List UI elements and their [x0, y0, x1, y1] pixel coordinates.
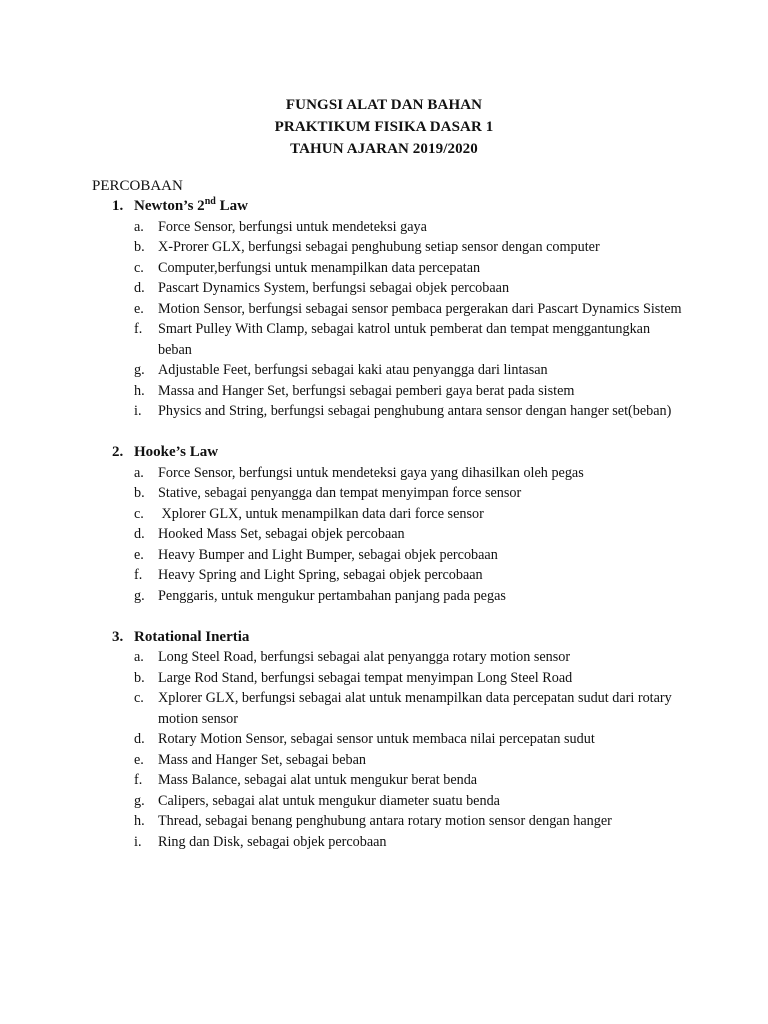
- item-text: Mass Balance, sebagai alat untuk mengukur berat benda: [158, 772, 478, 788]
- item-letter: c.: [134, 690, 144, 706]
- item-letter: a.: [134, 218, 144, 235]
- list-item: [92, 299, 682, 320]
- item-text: Rotary Motion Sensor, sebagai sensor untuk membaca nilai percepatan sudut: [158, 731, 595, 747]
- item-letter: f.: [134, 321, 143, 337]
- item-letter: i.: [134, 403, 142, 419]
- item-text: Force Sensor, berfungsi untuk mendeteksi gaya yang dihasilkan oleh pegas: [158, 464, 584, 481]
- item-letter: d.: [134, 526, 145, 542]
- item-text: Pascart Dynamics System, berfungsi sebagai objek percobaan: [158, 280, 510, 296]
- item-text: Penggaris, untuk mengukur pertambahan panjang pada pegas: [158, 587, 506, 604]
- item-letter: b.: [134, 239, 145, 255]
- item-text: X-Prorer GLX, berfungsi sebagai penghubung setiap sensor dengan computer: [158, 239, 600, 255]
- item-letter: f.: [134, 772, 143, 788]
- item-text: Calipers, sebagai alat untuk mengukur diameter suatu benda: [158, 792, 500, 809]
- list-item: [92, 278, 682, 299]
- item-letter: e.: [134, 751, 144, 768]
- item-letter: c.: [134, 505, 144, 522]
- item-text: Physics and String, berfungsi sebagai penghubung antara sensor dengan hanger set(beban): [158, 403, 672, 419]
- list-item: [92, 258, 682, 279]
- list-item: [92, 524, 682, 545]
- title-line-1: FUNGSI ALAT DAN BAHAN: [285, 97, 483, 113]
- section-spacer: [92, 606, 682, 627]
- list-item: [92, 565, 682, 586]
- experiment-title: Rotational Inertia: [134, 628, 250, 645]
- list-item: [92, 381, 682, 402]
- list-item: [92, 729, 682, 750]
- item-letter: d.: [134, 731, 145, 747]
- item-letter: e.: [134, 300, 144, 317]
- item-letter: d.: [134, 280, 145, 296]
- experiment-heading: [92, 442, 682, 463]
- item-text: Stative, sebagai penyangga dan tempat menyimpan force sensor: [158, 485, 522, 501]
- list-item: [92, 483, 682, 504]
- list-item: [92, 504, 682, 525]
- item-text: Large Rod Stand, berfungsi sebagai tempat menyimpan Long Steel Road: [158, 669, 573, 686]
- item-letter: g.: [134, 587, 145, 604]
- item-letter: i.: [134, 833, 142, 850]
- list-item: [92, 811, 682, 832]
- item-text: Ring dan Disk, sebagai objek percobaan: [158, 833, 387, 850]
- item-text: Long Steel Road, berfungsi sebagai alat penyangga rotary motion sensor: [158, 649, 571, 665]
- experiment-title: Newton’s 2: [134, 198, 205, 214]
- title-line-3: TAHUN AJARAN 2019/2020: [290, 141, 478, 157]
- item-text: Hooked Mass Set, sebagai objek percobaan: [158, 526, 405, 542]
- list-item: [92, 791, 682, 812]
- document-title: [0, 94, 768, 160]
- list-item: [92, 647, 682, 668]
- list-item: [92, 586, 682, 607]
- list-item: [92, 360, 682, 381]
- list-item: [92, 770, 682, 791]
- list-item: [92, 319, 682, 360]
- list-item: [92, 832, 682, 853]
- list-item: [92, 545, 682, 566]
- item-letter: g.: [134, 362, 145, 378]
- item-letter: h.: [134, 382, 145, 399]
- item-letter: f.: [134, 567, 143, 583]
- item-letter: g.: [134, 792, 145, 809]
- list-item: [92, 401, 682, 422]
- item-letter: a.: [134, 649, 144, 665]
- list-item: [92, 750, 682, 771]
- item-letter: h.: [134, 813, 145, 829]
- item-letter: a.: [134, 464, 144, 481]
- title-line-2: PRAKTIKUM FISIKA DASAR 1: [274, 119, 494, 135]
- item-text: Computer,berfungsi untuk menampilkan data percepatan: [158, 259, 481, 276]
- list-item: [92, 237, 682, 258]
- item-text: Smart Pulley With Clamp, sebagai katrol untuk pemberat dan tempat menggantungkan beban: [158, 321, 651, 358]
- item-text: Mass and Hanger Set, sebagai beban: [158, 751, 367, 768]
- item-text: Thread, sebagai benang penghubung antara rotary motion sensor dengan hanger: [158, 813, 612, 829]
- item-text: Adjustable Feet, berfungsi sebagai kaki atau penyangga dari lintasan: [158, 362, 548, 378]
- experiment-number: 3.: [112, 628, 124, 645]
- list-item: [92, 217, 682, 238]
- section-label: PERCOBAAN: [92, 178, 183, 194]
- list-item: [92, 668, 682, 689]
- experiment-heading: [92, 627, 682, 648]
- experiment-heading: [92, 196, 682, 217]
- item-text: Xplorer GLX, berfungsi sebagai alat untuk menampilkan data percepatan sudut dari rotary motion sensor: [158, 690, 672, 727]
- item-text: Force Sensor, berfungsi untuk mendeteksi gaya: [158, 218, 427, 235]
- item-letter: c.: [134, 259, 144, 276]
- item-text: Motion Sensor, berfungsi sebagai sensor pembaca pergerakan dari Pascart Dynamics Sistem: [158, 300, 682, 317]
- section-spacer: [92, 422, 682, 443]
- experiment-number: 1.: [112, 198, 124, 214]
- list-item: [92, 688, 682, 729]
- item-text: Massa and Hanger Set, berfungsi sebagai pemberi gaya berat pada sistem: [158, 382, 575, 399]
- experiment-number: 2.: [112, 444, 124, 460]
- experiment-title-tail: Law: [215, 198, 248, 214]
- list-item: [92, 463, 682, 484]
- experiment-list: [92, 196, 682, 852]
- item-text: Xplorer GLX, untuk menampilkan data dari force sensor: [158, 505, 484, 522]
- item-letter: e.: [134, 546, 144, 563]
- item-text: Heavy Spring and Light Spring, sebagai objek percobaan: [158, 567, 483, 583]
- item-letter: b.: [134, 669, 145, 686]
- experiment-title-superscript: nd: [204, 196, 216, 207]
- experiment-title: Hooke’s Law: [134, 444, 219, 460]
- item-text: Heavy Bumper and Light Bumper, sebagai objek percobaan: [158, 546, 498, 563]
- item-letter: b.: [134, 485, 145, 501]
